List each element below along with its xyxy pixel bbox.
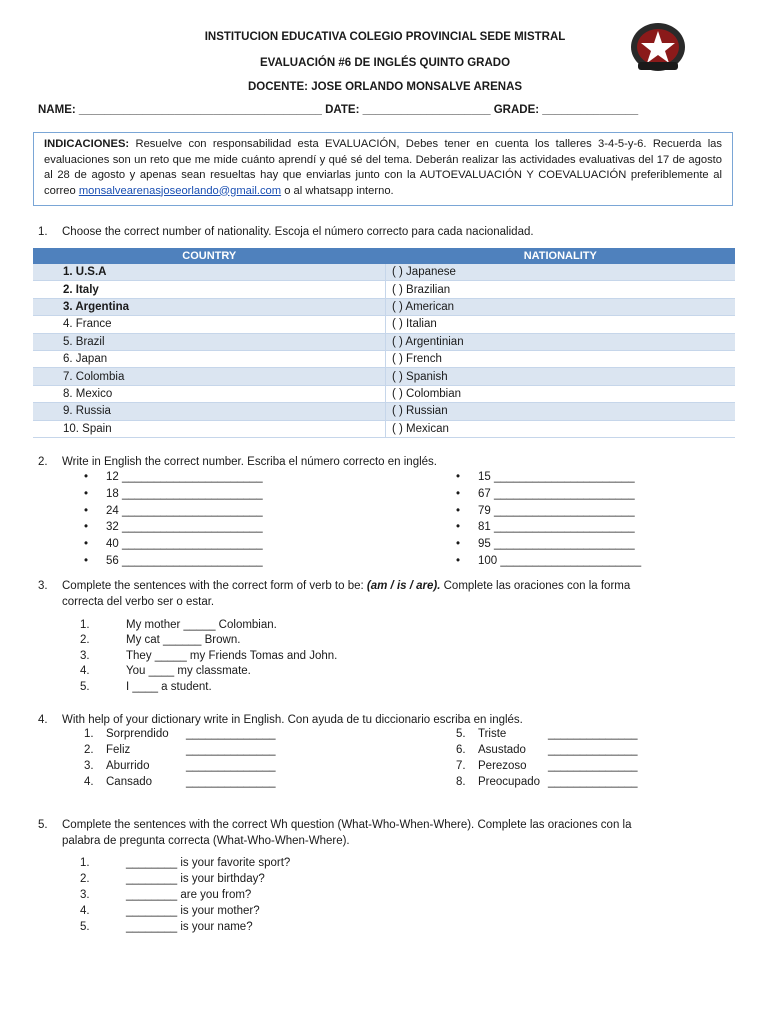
nationality-table [33, 248, 735, 438]
vocab-list-right [456, 728, 638, 792]
table-row [33, 298, 735, 315]
item-number: 1. [80, 619, 90, 631]
list-item: • 32 ______________________ [84, 521, 263, 538]
item-number: 3. [84, 760, 94, 772]
student-fields: NAME: ______________________________________ DATE: ____________________ GRADE: _______________ [38, 104, 639, 116]
question-number: 5. [38, 819, 48, 831]
list-item: • 40 ______________________ [84, 538, 263, 555]
nationality-cell: ( ) Colombian [386, 385, 736, 402]
item-text: My cat ______ Brown. [126, 634, 241, 647]
item-number: 3. [80, 649, 90, 662]
table-row [33, 264, 735, 281]
list-item [80, 634, 337, 649]
question-number: 3. [38, 580, 48, 592]
question-text: Complete the sentences with the correct form of verb to be: (am / is / are). Complete las oraciones con la forma [62, 580, 631, 592]
question-number: 1. [38, 226, 48, 238]
answer-blank: ______________ [186, 776, 276, 788]
item-number: 2. [80, 634, 90, 647]
country-cell: 7. Colombia [33, 368, 386, 385]
item-number: 7. [456, 760, 466, 772]
question-text-cont: correcta del verbo ser o estar. [62, 596, 215, 608]
instructions-text: Resuelve con responsabilidad esta EVALUACIÓN, Debes tener en cuenta los talleres 3-4-5-y-6. Recuerda las evaluaciones son un reto que me mide cuánto aprendí y qué sé del tema. Deberán realizar las actividades evaluativas del 17 de agosto al 28 de agosto y apenas sean resueltas hay que enviarlas junto con la AUTOEVALUACIÓN Y COEVALUACIÓN preferiblemente al correo [44, 138, 722, 197]
question-text: Complete the sentences with the correct Wh question (What-Who-When-Where). Complete las oraciones con la [62, 819, 632, 831]
table-row [33, 403, 735, 420]
nationality-cell: ( ) French [386, 350, 736, 367]
item-number: 2. [80, 873, 90, 885]
nationality-cell: ( ) Japanese [386, 264, 736, 281]
answer-blank: ______________ [186, 728, 276, 740]
vocab-word: Cansado [106, 776, 153, 788]
item-text: My mother _____ Colombian. [126, 619, 277, 631]
list-item [456, 744, 638, 760]
nationality-cell: ( ) Mexican [386, 420, 736, 437]
school-star-emblem-icon [630, 22, 686, 74]
answer-blank: ______________ [548, 760, 638, 772]
list-item: • 56 ______________________ [84, 555, 263, 572]
vocab-word: Aburrido [106, 760, 150, 772]
list-item [80, 681, 337, 696]
item-number: 4. [84, 776, 94, 788]
list-item [456, 728, 638, 744]
item-text: You ____ my classmate. [126, 665, 251, 678]
exam-title: EVALUACIÓN #6 DE INGLÉS QUINTO GRADO [259, 57, 511, 69]
table-row [33, 420, 735, 437]
table-row [33, 333, 735, 350]
item-number: 3. [80, 889, 90, 901]
list-item [84, 776, 276, 792]
list-item [80, 889, 290, 905]
item-number: 5. [80, 921, 90, 933]
question-text: With help of your dictionary write in English. Con ayuda de tu diccionario escriba en inglés. [62, 714, 523, 726]
table-row [33, 281, 735, 298]
verb-sentence-list [80, 619, 337, 696]
country-header: COUNTRY [33, 248, 386, 264]
vocab-word: Preocupado [478, 776, 541, 788]
number-list-right [456, 471, 641, 572]
item-number: 4. [80, 665, 90, 678]
list-item: • 18 ______________________ [84, 488, 263, 505]
list-item: • 15 ______________________ [456, 471, 641, 488]
country-cell: 4. France [33, 316, 386, 333]
list-item [84, 744, 276, 760]
list-item [80, 650, 337, 665]
table-row [33, 350, 735, 367]
item-text: ________ is your name? [126, 921, 253, 933]
list-item [84, 760, 276, 776]
list-item [80, 665, 337, 680]
vocab-word: Sorprendido [106, 728, 169, 740]
table-row [33, 368, 735, 385]
nationality-cell: ( ) Italian [386, 316, 736, 333]
item-number: 1. [80, 857, 90, 869]
teacher-name: DOCENTE: JOSE ORLANDO MONSALVE ARENAS [247, 81, 523, 93]
instructions-label: INDICACIONES: [44, 138, 130, 150]
list-item [80, 921, 290, 937]
item-text: ________ is your birthday? [126, 873, 265, 885]
country-cell: 2. Italy [33, 281, 386, 298]
question-number: 2. [38, 456, 48, 468]
list-item [80, 873, 290, 889]
list-item: • 24 ______________________ [84, 505, 263, 522]
question-text: Choose the correct number of nationality. Escoja el número correcto para cada nacionalidad. [62, 226, 534, 238]
country-cell: 8. Mexico [33, 385, 386, 402]
item-number: 8. [456, 776, 466, 788]
country-cell: 3. Argentina [33, 298, 386, 315]
item-text: ________ is your favorite sport? [126, 857, 291, 869]
item-text: They _____ my Friends Tomas and John. [126, 649, 338, 662]
question-text-cont: palabra de pregunta correcta (What-Who-When-Where). [62, 835, 350, 847]
item-number: 1. [84, 728, 94, 740]
list-item: • 12 ______________________ [84, 471, 263, 488]
number-list-left [84, 471, 263, 572]
list-item: • 79 ______________________ [456, 505, 641, 522]
nationality-cell: ( ) Russian [386, 403, 736, 420]
item-number: 5. [456, 728, 466, 740]
list-item [84, 728, 276, 744]
list-item: • 81 ______________________ [456, 521, 641, 538]
vocab-list-left [84, 728, 276, 792]
wh-sentence-list [80, 857, 290, 937]
answer-blank: ______________ [186, 760, 276, 772]
list-item: • 67 ______________________ [456, 488, 641, 505]
list-item: • 95 ______________________ [456, 538, 641, 555]
table-row [33, 316, 735, 333]
answer-blank: ______________ [548, 776, 638, 788]
item-number: 6. [456, 744, 466, 756]
vocab-word: Asustado [478, 744, 526, 756]
question-text: Write in English the correct number. Escriba el número correcto en inglés. [62, 456, 437, 468]
list-item [456, 760, 638, 776]
country-cell: 6. Japan [33, 350, 386, 367]
country-cell: 5. Brazil [33, 333, 386, 350]
question-number: 4. [38, 714, 48, 726]
list-item [456, 776, 638, 792]
vocab-word: Feliz [106, 744, 131, 756]
list-item [80, 857, 290, 873]
nationality-cell: ( ) American [386, 298, 736, 315]
instructions-tail: o al whatsapp interno. [281, 184, 394, 197]
list-item [80, 619, 337, 634]
nationality-cell: ( ) Argentinian [386, 333, 736, 350]
instructions-box [33, 132, 733, 206]
country-cell: 1. U.S.A [33, 264, 386, 281]
nationality-cell: ( ) Brazilian [386, 281, 736, 298]
list-item [80, 905, 290, 921]
nationality-header: NATIONALITY [386, 248, 736, 264]
vocab-word: Perezoso [478, 760, 527, 772]
table-row [33, 385, 735, 402]
item-number: 2. [84, 744, 94, 756]
item-text: ________ are you from? [126, 889, 252, 901]
item-text: ________ is your mother? [126, 905, 260, 917]
answer-blank: ______________ [548, 728, 638, 740]
email-link[interactable]: monsalvearenasjoseorlando@gmail.com [78, 184, 282, 197]
country-cell: 10. Spain [33, 420, 386, 437]
item-text: I ____ a student. [126, 680, 212, 693]
answer-blank: ______________ [186, 744, 276, 756]
item-number: 4. [80, 905, 90, 917]
country-cell: 9. Russia [33, 403, 386, 420]
nationality-cell: ( ) Spanish [386, 368, 736, 385]
vocab-word: Triste [478, 728, 507, 740]
school-name: INSTITUCION EDUCATIVA COLEGIO PROVINCIAL SEDE MISTRAL [204, 31, 566, 43]
item-number: 5. [80, 680, 90, 693]
list-item: • 100 ______________________ [456, 555, 641, 572]
answer-blank: ______________ [548, 744, 638, 756]
